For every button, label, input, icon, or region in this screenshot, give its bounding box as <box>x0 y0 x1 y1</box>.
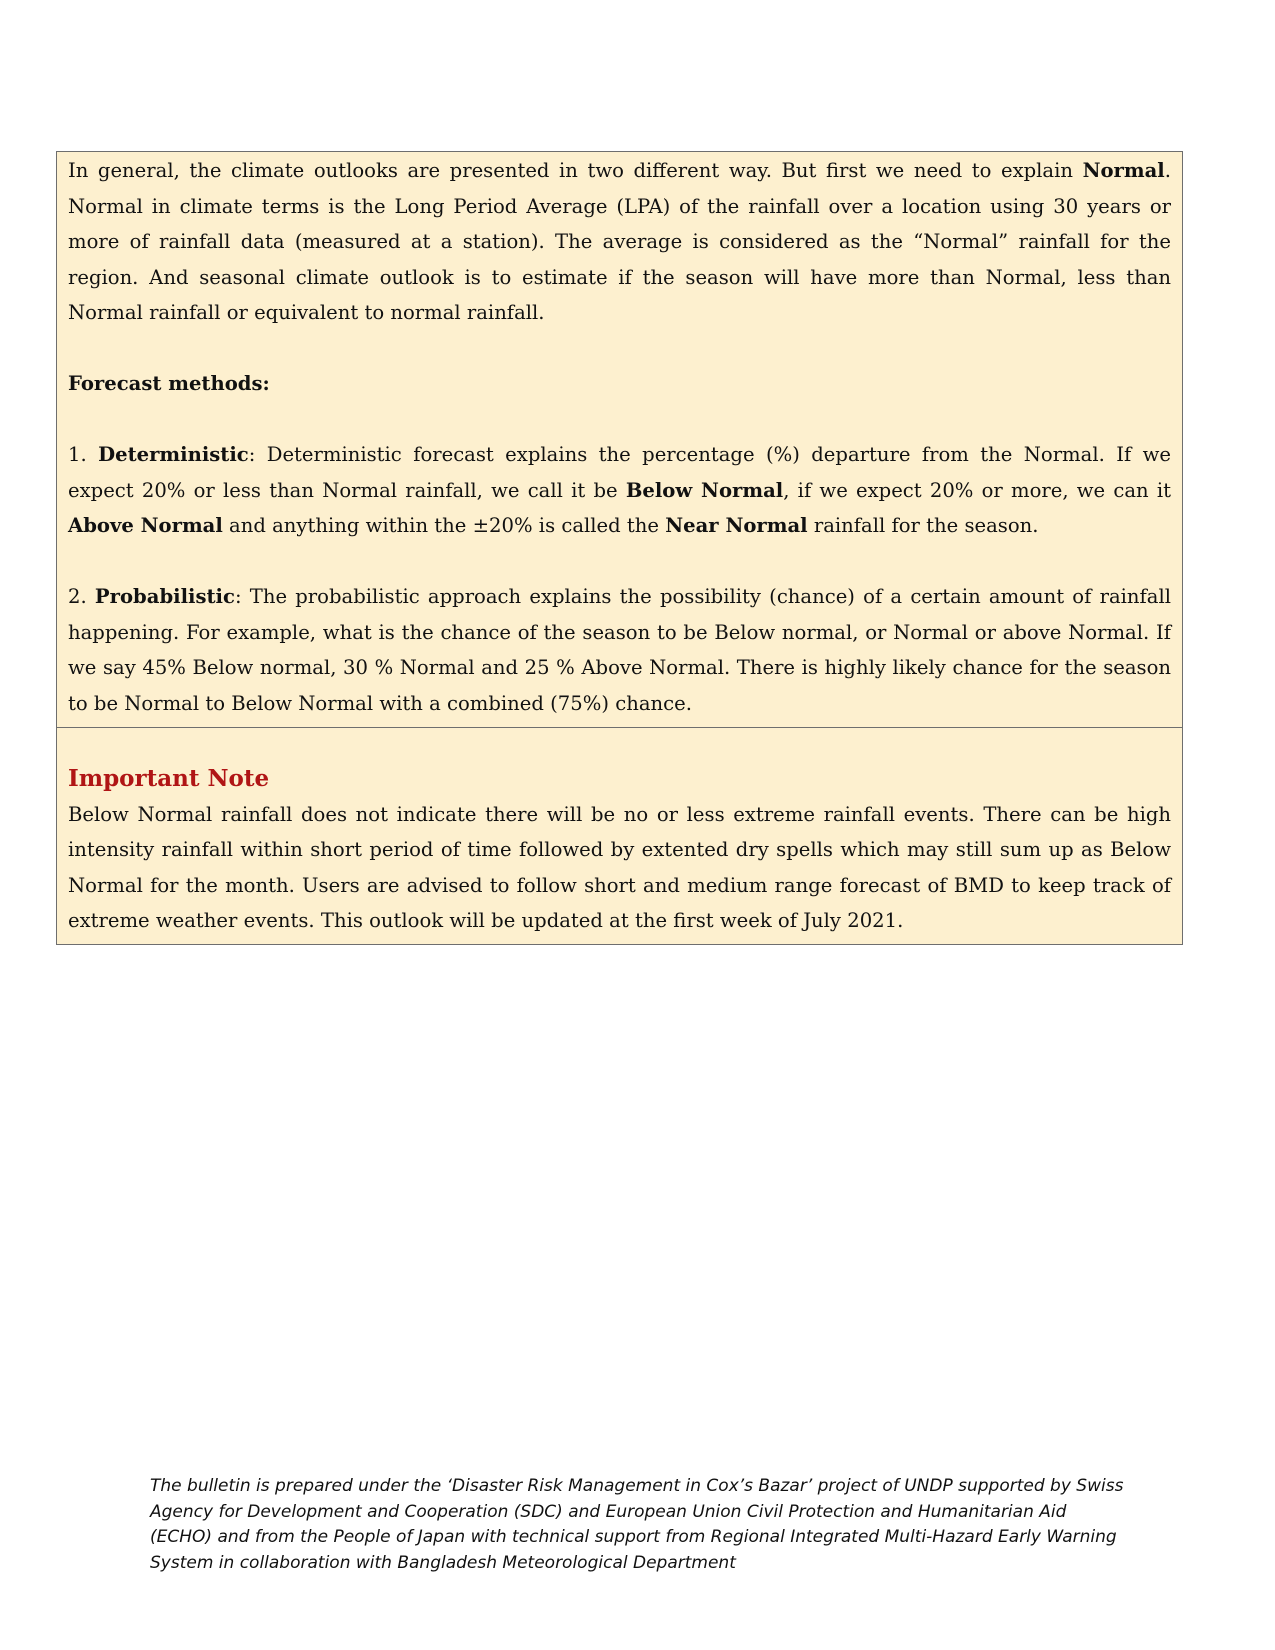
probabilistic-number: 2. <box>68 585 95 608</box>
deterministic-number: 1. <box>68 443 99 466</box>
info-box <box>56 151 1183 945</box>
intro-paragraph <box>68 153 1171 331</box>
intro-bold-normal: Normal <box>1082 159 1165 182</box>
bulletin-footer-note: The bulletin is prepared under the ‘Disaster Risk Management in Cox’s Bazar’ project of UNDP supported by Swiss Agency for Development and Cooperation (SDC) and European Union Civil Protection and Humanitarian Aid (ECHO) and from the People of Japan with technical support from Regional Integrated Multi-Hazard Early Warning System in collaboration with Bangladesh Meteorological Department <box>150 1476 1124 1573</box>
methods-heading <box>68 366 1171 402</box>
spacer <box>68 402 1171 438</box>
intro-text-1: In general, the climate outlooks are presented in two different way. But first we need to explain <box>68 159 1083 182</box>
intro-text-2: . Normal in climate terms is the Long Period Average (LPA) of the rainfall over a location using 30 years or more of rainfall data (measured at a station). The average is considered as the “Normal” rainfall for the region. And seasonal climate outlook is to estimate if the season will have more than Normal, less than Normal rainfall or equivalent to normal rainfall. <box>68 159 1171 324</box>
deterministic-text-1: : Deterministic forecast explains the percentage (%) departure from the Normal. If we expect 20% or less than Normal rainfall, we call it be <box>68 443 1171 502</box>
deterministic-text-2: , if we expect 20% or more, we can it <box>783 478 1172 502</box>
deterministic-text-3: and anything within the ±20% is called the <box>222 514 666 537</box>
spacer <box>68 331 1171 367</box>
deterministic-paragraph <box>68 437 1171 544</box>
probabilistic-text: : The probabilistic approach explains the possibility (chance) of a certain amount of rainfall happening. For example, what is the chance of the season to be Below normal, or Normal or above Normal. If we say 45% Below normal, 30 % Normal and 25 % Above Normal. There is highly likely chance for the season to be Normal to Below Normal with a combined (75%) chance. <box>68 585 1171 715</box>
important-note-text: Below Normal rainfall does not indicate there will be no or less extreme rainfall events. There can be high intensity rainfall within short period of time followed by extented dry spells which may still sum up as Below Normal for the month. Users are advised to follow short and medium range forecast of BMD to keep track of extreme weather events. This outlook will be updated at the first week of July 2021. <box>68 802 1171 932</box>
important-note-section <box>57 728 1182 944</box>
probabilistic-title: Probabilistic <box>94 585 235 608</box>
deterministic-bold-above-normal: Above Normal <box>68 514 223 537</box>
spacer <box>68 544 1171 580</box>
important-note-title: Important Note <box>68 765 270 792</box>
methods-heading-text: Forecast methods: <box>68 372 270 395</box>
deterministic-bold-below-normal: Below Normal <box>625 478 784 502</box>
deterministic-bold-near-normal: Near Normal <box>665 514 808 537</box>
deterministic-text-4: rainfall for the season. <box>807 514 1039 537</box>
forecast-explanation-section <box>57 152 1182 728</box>
probabilistic-paragraph <box>68 579 1171 721</box>
deterministic-title: Deterministic <box>98 443 249 466</box>
